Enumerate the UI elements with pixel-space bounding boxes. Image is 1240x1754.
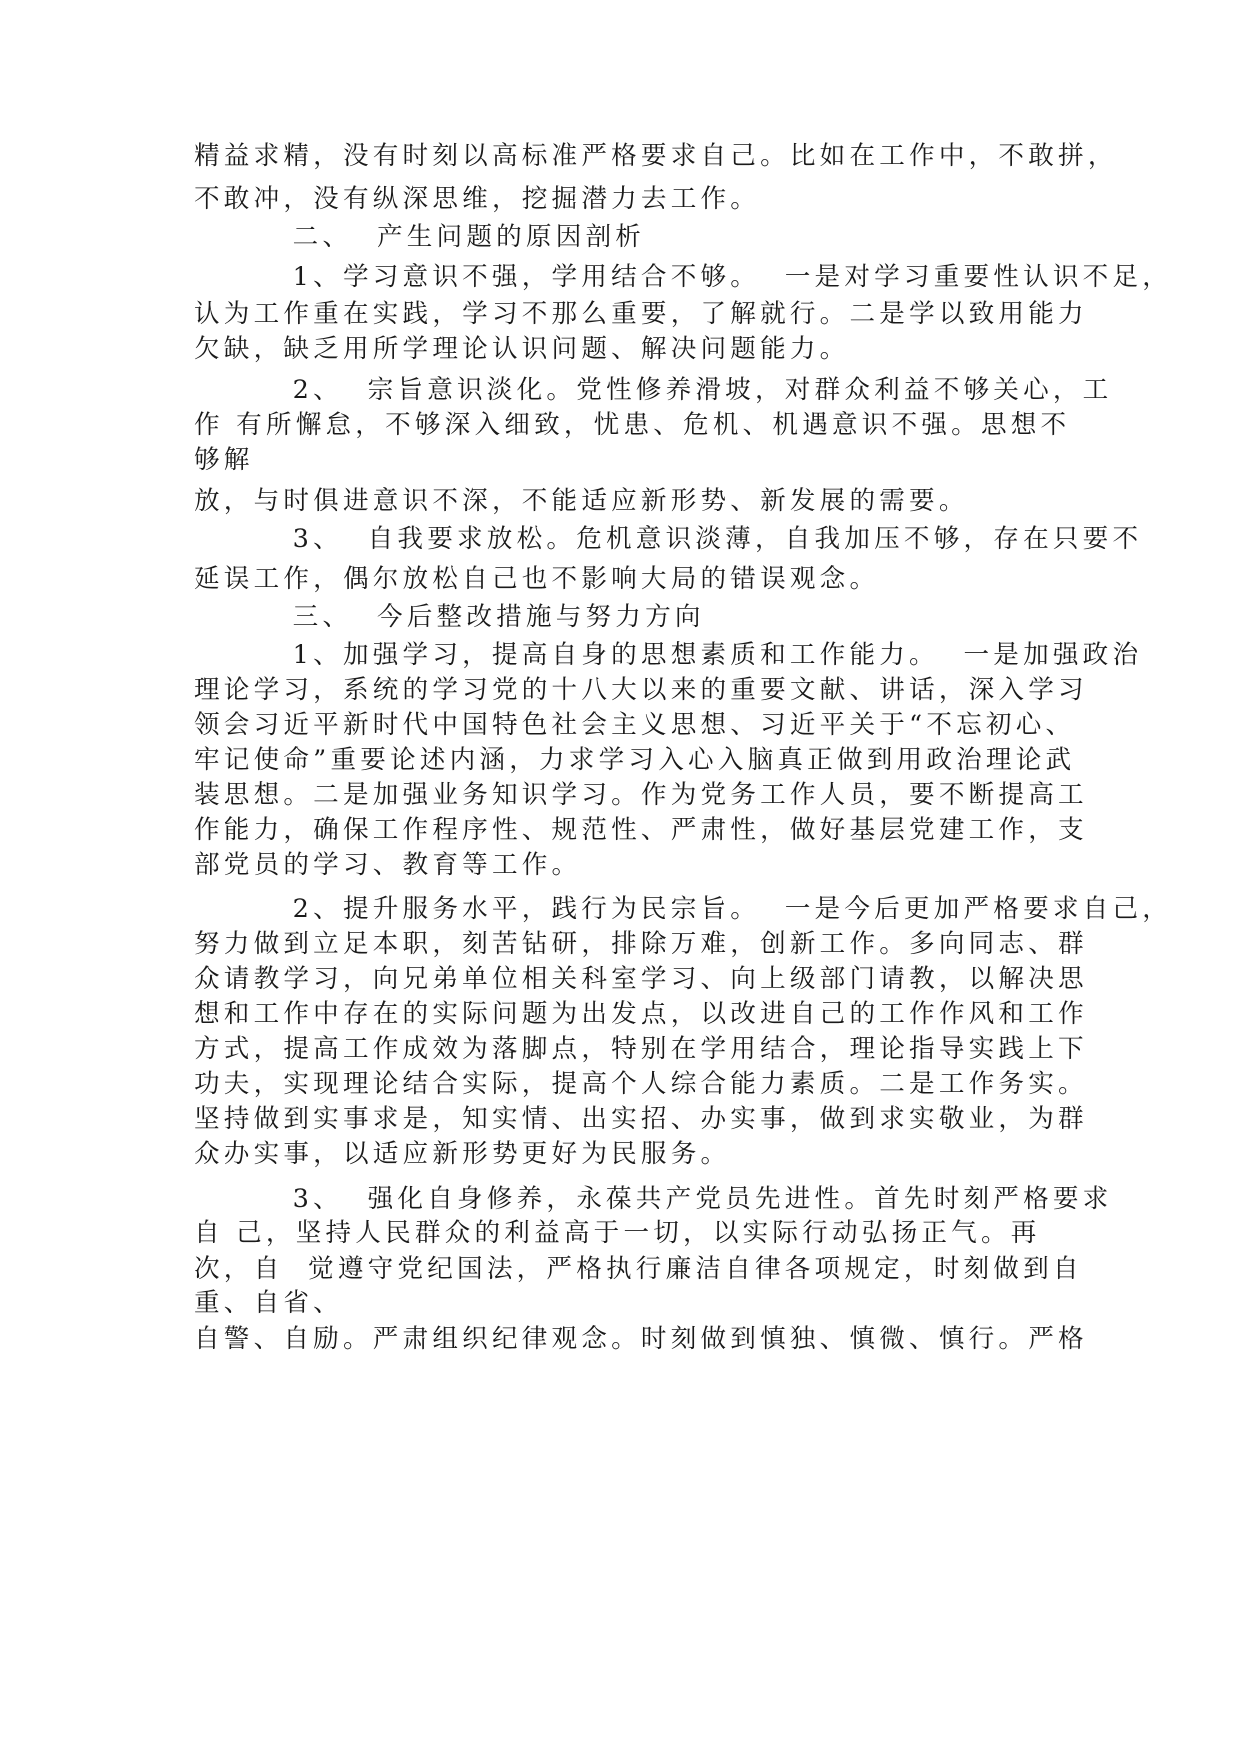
text-line: 自警、自励。严肃组织纪律观念。时刻做到慎独、慎微、慎行。严格 — [194, 1324, 1088, 1354]
text-line: 牢记使命”重要论述内涵，力求学习入心入脑真正做到用政治理论武 — [194, 745, 1076, 775]
text-line: 欠缺，缺乏用所学理论认识问题、解决问题能力。 — [194, 334, 850, 364]
text-line: 想和工作中存在的实际问题为出发点，以改进自己的工作作风和工作 — [194, 999, 1088, 1029]
section-heading: 三、 今后整改措施与努力方向 — [194, 602, 705, 632]
text-line: 坚持做到实事求是，知实情、出实招、办实事，做到求实敬业，为群 — [194, 1104, 1088, 1134]
text-line: 方式，提高工作成效为落脚点，特别在学用结合，理论指导实践上下 — [194, 1034, 1088, 1064]
text-line: 3、 自我要求放松。危机意识淡薄，自我加压不够，存在只要不 — [194, 524, 1143, 554]
text-line: 不敢冲，没有纵深思维，挖掘潜力去工作。 — [194, 184, 761, 214]
text-line: 2、 宗旨意识淡化。党性修养滑坡，对群众利益不够关心，工 — [194, 375, 1113, 405]
text-line: 努力做到立足本职，刻苦钻研，排除万难，创新工作。多向同志、群 — [194, 929, 1088, 959]
text-line: 2、提升服务水平，践行为民宗旨。 一是今后更加严格要求自己， — [194, 894, 1173, 924]
text-line: 放，与时俱进意识不深，不能适应新形势、新发展的需要。 — [194, 486, 969, 516]
text-line: 作能力，确保工作程序性、规范性、严肃性，做好基层党建工作，支 — [194, 815, 1088, 845]
text-line: 重、自省、 — [194, 1288, 343, 1318]
text-line: 众办实事，以适应新形势更好为民服务。 — [194, 1139, 731, 1169]
text-line: 部党员的学习、教育等工作。 — [194, 850, 582, 880]
text-line: 自 己，坚持人民群众的利益高于一切，以实际行动弘扬正气。再 — [194, 1218, 1041, 1248]
text-line: 作 有所懈怠，不够深入细致，忧患、危机、机遇意识不强。思想不 — [194, 410, 1071, 440]
section-heading: 二、 产生问题的原因剖析 — [194, 222, 646, 252]
text-line: 认为工作重在实践，学习不那么重要，了解就行。二是学以致用能力 — [194, 299, 1088, 329]
text-line: 延误工作，偶尔放松自己也不影响大局的错误观念。 — [194, 564, 880, 594]
text-line: 够解 — [194, 445, 254, 475]
text-line: 1、加强学习，提高自身的思想素质和工作能力。 一是加强政治 — [194, 640, 1143, 670]
text-line: 领会习近平新时代中国特色社会主义思想、习近平关于“不忘初心、 — [194, 710, 1076, 740]
text-line: 功夫，实现理论结合实际，提高个人综合能力素质。二是工作务实。 — [194, 1069, 1088, 1099]
text-line: 3、 强化自身修养，永葆共产党员先进性。首先时刻严格要求 — [194, 1184, 1113, 1214]
text-line: 装思想。二是加强业务知识学习。作为党务工作人员，要不断提高工 — [194, 780, 1088, 810]
text-line: 众请教学习，向兄弟单位相关科室学习、向上级部门请教，以解决思 — [194, 964, 1088, 994]
text-line: 精益求精，没有时刻以高标准严格要求自己。比如在工作中，不敢拼， — [194, 141, 1118, 171]
text-line: 1、学习意识不强，学用结合不够。 一是对学习重要性认识不足， — [194, 262, 1173, 292]
text-line: 次，自 觉遵守党纪国法，严格执行廉洁自律各项规定，时刻做到自 — [194, 1254, 1083, 1284]
text-line: 理论学习，系统的学习党的十八大以来的重要文献、讲话，深入学习 — [194, 675, 1088, 705]
